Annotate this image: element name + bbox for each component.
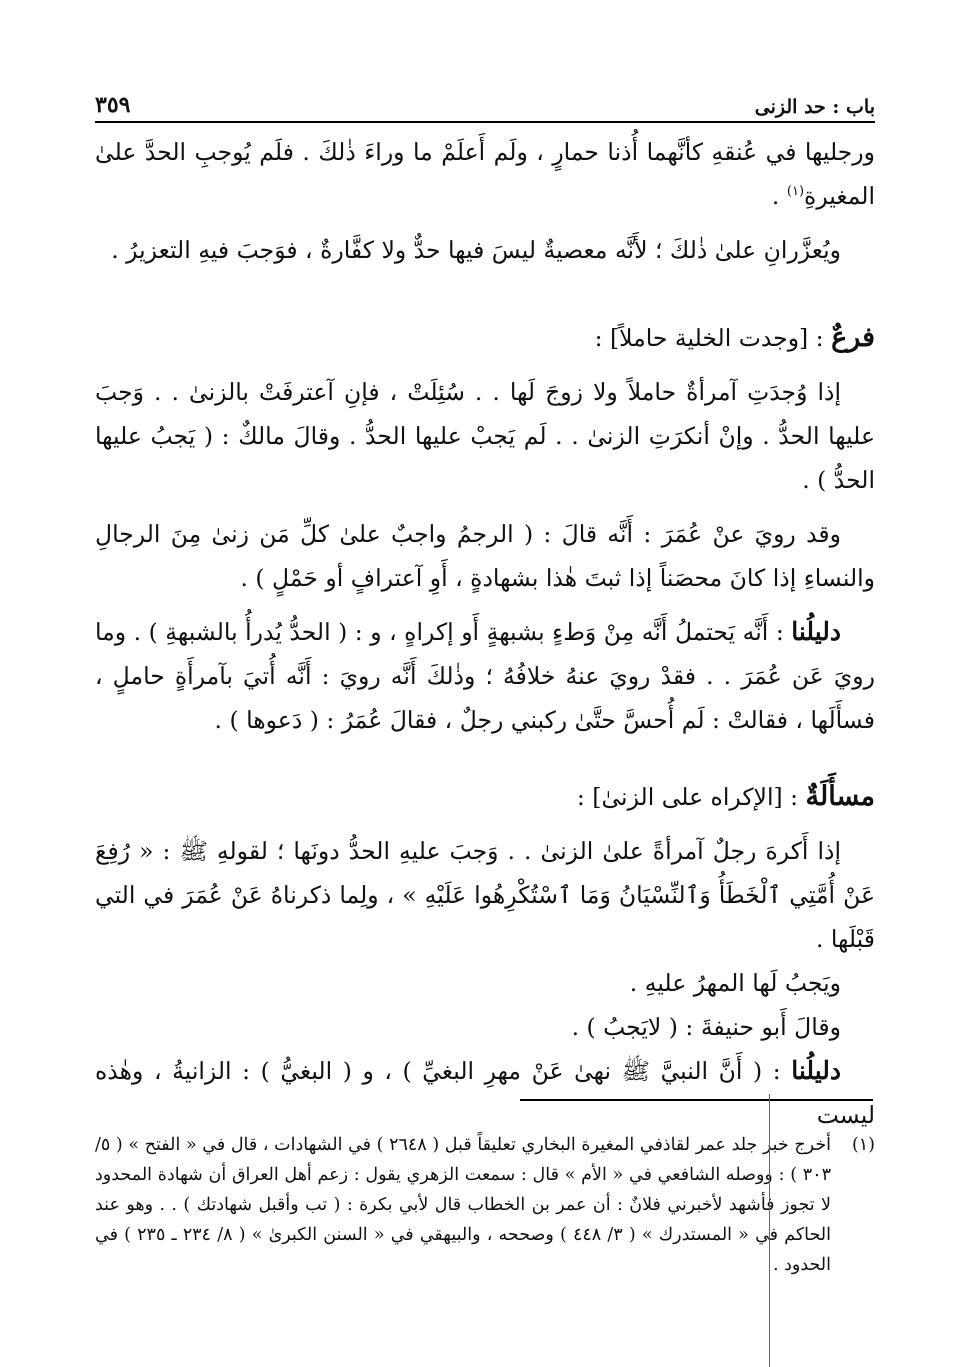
dalil-word-2: دليلُنا <box>791 1056 841 1085</box>
paragraph-2: ويُعزَّرانِ علىٰ ذٰلكَ ؛ لأَنَّه معصيةٌ ليسَ فيها حدٌّ ولا كفَّارةٌ ، فوَجبَ فيهِ التعزيرُ . <box>111 236 841 264</box>
page-header <box>95 84 875 118</box>
footnote-marker: (١) <box>851 1135 875 1155</box>
paragraph-3: إذا وُجدَتِ آمرأةٌ حاملاً ولا زوجَ لَها . . سُئِلَتْ ، فإنِ آعترفَتْ بالزنىٰ . . وَجبَ عليها الحدُّ . وإنْ أنكرَتِ الزنىٰ . . لَم يَجبْ عليها الحدُّ . وقالَ مالكٌ : ( يَجبُ عليها الحدُّ ) . <box>95 378 875 494</box>
footnote-ref: (١) <box>786 184 805 200</box>
paragraph-1-end: . <box>771 182 787 210</box>
running-title: باب : حد الزنى <box>754 96 875 118</box>
footnote-text: أخرج خبر جلد عمر لقاذفي المغيرة البخاري تعليقاً قبل ( ٢٦٤٨ ) في الشهادات ، قال في « الفتح » ( ٥/ ٣٠٣ ) : ووصله الشافعي في « الأم » قال : سمعت الزهري يقول : زعم أهل العراق أن شهادة المحدود لا تجوز فأشهد لأخبرني فلانٌ : أن عمر بن الخطاب قال لأبي بكرة : ( تب وأقبل شهادتك ) . . وهو عند الحاكم في « المستدرك » ( ٣/ ٤٤٨ ) وصححه ، والبيهقي في « السنن الكبرىٰ » ( ٨/ ٢٣٤ ـ ٢٣٥ ) في الحدود . <box>95 1135 831 1275</box>
paragraph-9 <box>95 1049 875 1137</box>
paragraph-4: وقد رويَ عنْ عُمَرَ : أَنَّه قالَ : ( الرجمُ واجبٌ علىٰ كلِّ مَن زنىٰ مِنَ الرجالِ والنساءِ إذا كانَ محصَناً إذا ثبتَ هٰذا بشهادةٍ ، أَوِ آعترافٍ أو حَمْلٍ ) . <box>95 520 875 592</box>
footnote-item <box>95 1130 875 1280</box>
far-word: فرعٌ <box>831 322 875 353</box>
paragraph-9-text: : ( أَنَّ النبيَّ ﷺ نهىٰ عَنْ مهرِ البغيِّ ) ، و ( البغيُّ ) : الزانيةُ ، وهٰذه ليست <box>95 1057 875 1129</box>
masala-heading <box>95 775 875 819</box>
far-heading <box>95 316 875 360</box>
paragraph-5 <box>95 610 875 742</box>
paragraph-1-text: ورجليها في عُنقهِ كأنَّهما أُذنا حمارٍ ، ولَم أَعلَمْ ما وراءَ ذٰلكَ . فلَم يُوجبِ الحدَّ علىٰ المغيرةِ <box>95 138 875 210</box>
masala-rest: : [الإكراه على الزنىٰ] : <box>576 783 806 811</box>
dalil-word: دليلُنا <box>791 617 841 646</box>
footnote-separator <box>520 1099 873 1101</box>
paragraph-7: ويَجبُ لَها المهرُ عليهِ . <box>629 969 841 997</box>
page-number: ٣٥٩ <box>95 92 131 118</box>
paragraph-6: إذا أَكرهَ رجلٌ آمرأةً علىٰ الزنىٰ . . وَجبَ عليهِ الحدُّ دونَها ؛ لقولهِ ﷺ : « رُفِعَ عَنْ أُمَّتِي ٱلْخَطَأُ وَٱلنِّسْيَانُ وَمَا ٱسْتُكْرِهُوا عَلَيْهِ » ، ولِما ذكرناهُ عَنْ عُمَرَ في التي قَبْلَها . <box>95 837 875 953</box>
far-rest: : [وجدت الخلية حاملاً] : <box>594 324 832 352</box>
paragraph-8: وقالَ أَبو حنيفةَ : ( لايَجبُ ) . <box>571 1013 841 1041</box>
paragraph-5-text: : أَنَّه يَحتملُ أَنَّه مِنْ وَطءٍ بشبهةٍ أَو إكراهٍ ، و : ( الحدُّ يُدرأُ بالشبهةِ ) . وما رويَ عَن عُمَرَ . . فقدْ رويَ عنهُ خلافُهُ ؛ وذٰلكَ أَنَّه رويَ : أَنَّه أُتيَ بآمرأَةٍ حاملٍ ، فسأَلَها ، فقالتْ : لَم أُحسَّ حتَّىٰ ركبني رجلٌ ، فقالَ عُمَرُ : ( دَعوها ) . <box>95 618 875 734</box>
footnotes <box>95 1130 875 1280</box>
paragraph-1 <box>95 130 875 218</box>
main-text <box>95 130 875 1137</box>
header-rule <box>95 121 875 123</box>
masala-word: مسأَلَةٌ <box>805 781 875 812</box>
page-crease-line <box>769 1094 770 1367</box>
